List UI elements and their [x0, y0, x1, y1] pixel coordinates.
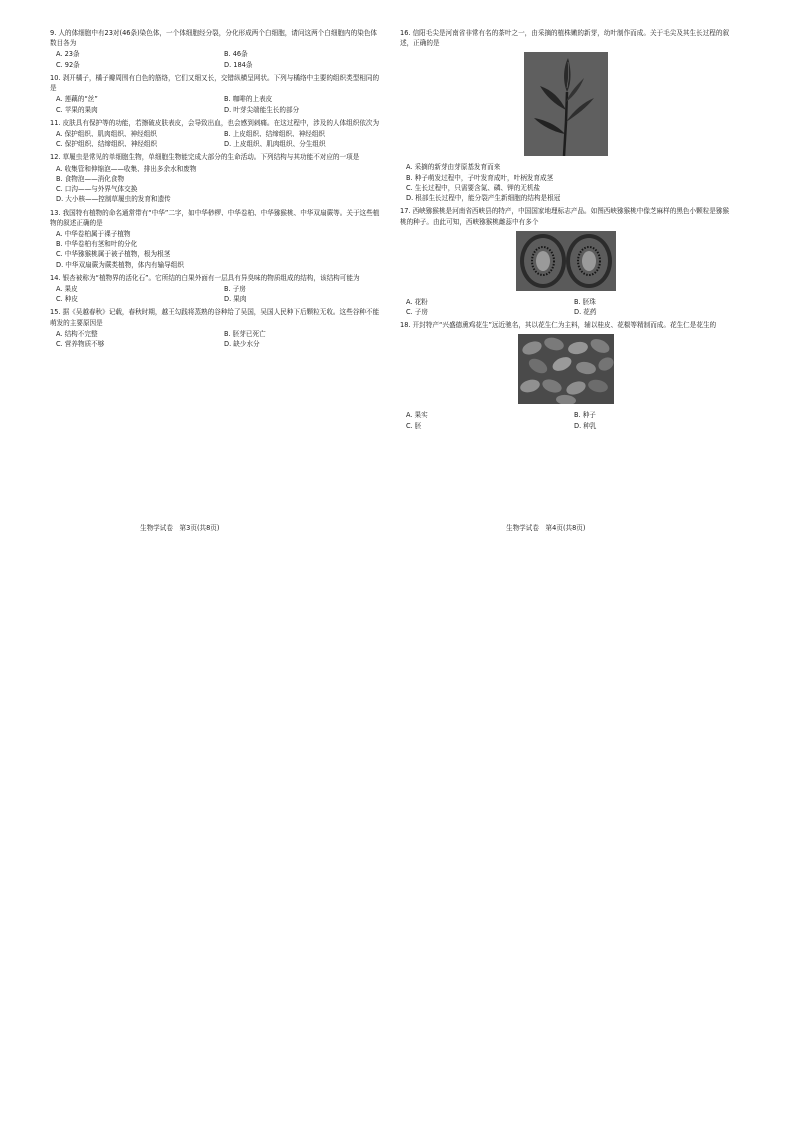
question-stem: 14. 银杏被称为“植物界的活化石”。它所结的白果外面有一层具有异臭味的物质组成的结构，该结构可能为 — [50, 273, 360, 282]
question-stem: 18. 开封特产“兴盛德熏鸡花生”远近驰名，其以花生仁为主料，辅以桂皮、花椒等精制而成。花生仁是花生的 — [400, 321, 717, 330]
options — [50, 49, 382, 69]
page-footer-right: 生物学试卷 第4页(共8页) — [506, 524, 586, 532]
option-c: C. 营养物质不够 — [56, 340, 105, 349]
option-b: B. 胚珠 — [574, 297, 596, 306]
options — [50, 129, 382, 149]
options — [50, 284, 382, 304]
option-d: D. 叶芽尖端能生长的部分 — [224, 105, 300, 114]
option-b: B. 种子 — [574, 411, 596, 420]
option-a: A. 莲藕的“丝” — [56, 95, 98, 104]
option-a: A. 保护组织、肌肉组织、神经组织 — [56, 129, 157, 138]
option-a: A. 花粉 — [406, 297, 428, 306]
options — [400, 297, 732, 317]
question-stem: 17. 西峡猕猴桃是河南省西峡县的特产，中国国家地理标志产品。如图西峡猕猴桃中像芝麻样的黑色小颗粒是猕猴桃的种子。由此可知，西峡猕猴桃雌蕊中有多个 — [400, 207, 730, 226]
question-stem: 10. 剥开橘子，橘子瓣周围有白色的筋络，它们又细又长，交错纵横呈网状。下列与橘络中主要的组织类型相同的是 — [50, 73, 380, 93]
question-15 — [50, 307, 382, 349]
option-c: C. 口沟——与外界气体交换 — [56, 185, 138, 194]
option-b: B. 上皮组织、结缔组织、神经组织 — [224, 129, 326, 138]
question-17 — [400, 206, 732, 317]
option-b: B. 中华卷柏有茎和叶的分化 — [56, 240, 138, 249]
option-c: C. 子房 — [406, 307, 428, 316]
option-b: B. 咖啡的上表皮 — [224, 95, 273, 104]
question-stem: 13. 我国特有植物的命名通常带有“中华”二字，如中华桫椤、中华卷柏、中华猕猴桃、中华双扇蕨等。关于这些植物的叙述正确的是 — [50, 208, 380, 227]
option-a: A. 23条 — [56, 50, 80, 59]
option-d: D. 184条 — [224, 60, 253, 69]
options — [400, 162, 732, 203]
option-a: A. 采摘的新芽由芽原基发育而来 — [406, 163, 501, 172]
option-a: A. 中华卷柏属于裸子植物 — [56, 229, 131, 238]
option-c: C. 保护组织、结缔组织、神经组织 — [56, 140, 158, 149]
question-stem: 9. 人的体细胞中有23对(46条)染色体，一个体细胞经分裂，分化形成两个白细胞，请问这两个白细胞内的染色体数目各为 — [50, 29, 378, 48]
options — [50, 329, 382, 349]
option-a: A. 收集管和伸缩泡——收集、排出多余水和废物 — [56, 164, 197, 173]
option-a: A. 果实 — [406, 411, 428, 420]
question-stem: 12. 草履虫是常见的单细胞生物，单细胞生物能完成大部分的生命活动。下列结构与其功能不对应的一项是 — [50, 153, 360, 162]
question-13 — [50, 208, 382, 270]
question-stem: 15. 据《吴越春秋》记载，春秋时期，越王勾践将蒸熟的谷种给了吴国，吴国人民种下后颗粒无收。这些谷种不能萌发的主要原因是 — [50, 308, 380, 327]
option-b: B. 子房 — [224, 285, 246, 294]
option-d: D. 果肉 — [224, 295, 247, 304]
option-b: B. 种子萌发过程中，子叶发育成叶，叶柄发育成茎 — [406, 173, 554, 182]
option-d: D. 上皮组织、肌肉组织、分生组织 — [224, 140, 326, 149]
option-c: C. 苹果的果肉 — [56, 105, 98, 114]
option-c: C. 种皮 — [56, 295, 78, 304]
option-d: D. 大小核——控制草履虫的发育和遗传 — [56, 195, 171, 204]
figure-wrap — [400, 334, 732, 404]
option-d: D. 花药 — [574, 307, 597, 316]
question-12 — [50, 152, 382, 204]
peanut-photo — [518, 334, 614, 404]
question-stem: 16. 信阳毛尖是河南省非常有名的茶叶之一，由采摘的植株嫩的新芽，幼叶制作而成。关于毛尖及其生长过程的叙述，正确的是 — [400, 29, 730, 48]
option-c: C. 胚 — [406, 421, 422, 430]
figure-wrap — [400, 52, 732, 156]
question-16 — [400, 28, 732, 203]
option-c: C. 生长过程中，只需要含氮、磷、钾的无机盐 — [406, 183, 541, 192]
page-footer-left: 生物学试卷 第3页(共8页) — [140, 524, 220, 532]
question-11 — [50, 118, 382, 150]
question-stem: 11. 皮肤具有保护等的功能，若擦破皮肤表皮，会导致出血，也会感到刺痛。在这过程中，涉及的人体组织依次为 — [50, 118, 380, 127]
question-9 — [50, 28, 382, 70]
option-d: D. 根部生长过程中，能分裂产生新细胞的结构是根冠 — [406, 194, 561, 203]
options — [50, 229, 382, 270]
options — [50, 164, 382, 205]
question-18 — [400, 320, 732, 431]
option-a: A. 结构不完整 — [56, 329, 98, 338]
options — [50, 94, 382, 114]
question-14 — [50, 273, 382, 305]
option-c: C. 中华猕猴桃属于被子植物，根为根茎 — [56, 250, 171, 259]
left-column — [50, 28, 382, 352]
option-d: D. 中华双扇蕨为蕨类植物，体内有输导组织 — [56, 260, 184, 269]
option-c: C. 92条 — [56, 60, 80, 69]
option-d: D. 种乳 — [574, 421, 597, 430]
option-d: D. 缺少水分 — [224, 340, 260, 349]
right-column — [400, 28, 732, 434]
tea-shoot-photo — [524, 52, 608, 156]
option-b: B. 胚芽已死亡 — [224, 329, 266, 338]
option-a: A. 果皮 — [56, 285, 78, 294]
option-b: B. 食物泡——消化食物 — [56, 174, 125, 183]
question-10 — [50, 73, 382, 115]
figure-wrap — [400, 231, 732, 291]
kiwi-cross-section-photo — [516, 231, 616, 291]
options — [400, 410, 732, 430]
option-b: B. 46条 — [224, 50, 248, 59]
